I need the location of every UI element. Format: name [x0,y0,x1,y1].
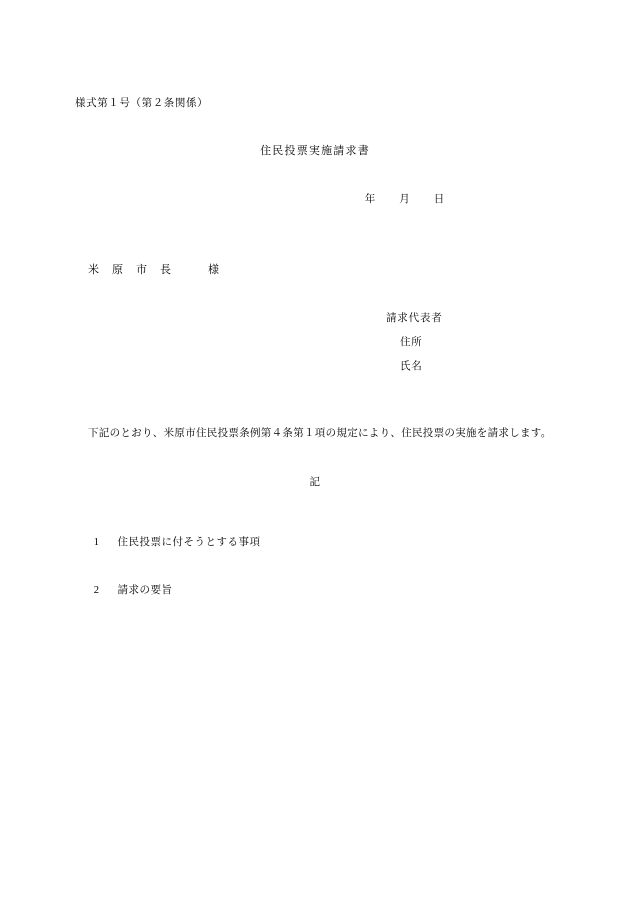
item-number: 2 [93,584,100,596]
list-item [75,524,261,562]
item-number: 1 [93,536,100,548]
form-number: 様式第１号（第２条関係） [75,98,209,109]
request-statement: 下記のとおり、米原市住民投票条例第４条第１項の規定により、住民投票の実施を請求します。 [88,428,552,439]
applicant-block [386,310,443,382]
item-label: 住民投票に付そうとする事項 [117,536,261,548]
list-item [75,572,173,610]
document-title: 住民投票実施請求書 [260,145,370,157]
item-label: 請求の要旨 [117,584,173,596]
addressee-line: 米 原 市 長 様 [88,264,220,276]
applicant-name-label: 氏名 [400,361,423,372]
ki-mark: 記 [309,477,321,488]
applicant-address-label: 住所 [400,337,423,348]
date-line: 年 月 日 [364,194,446,205]
applicant-role-label: 請求代表者 [386,313,443,324]
